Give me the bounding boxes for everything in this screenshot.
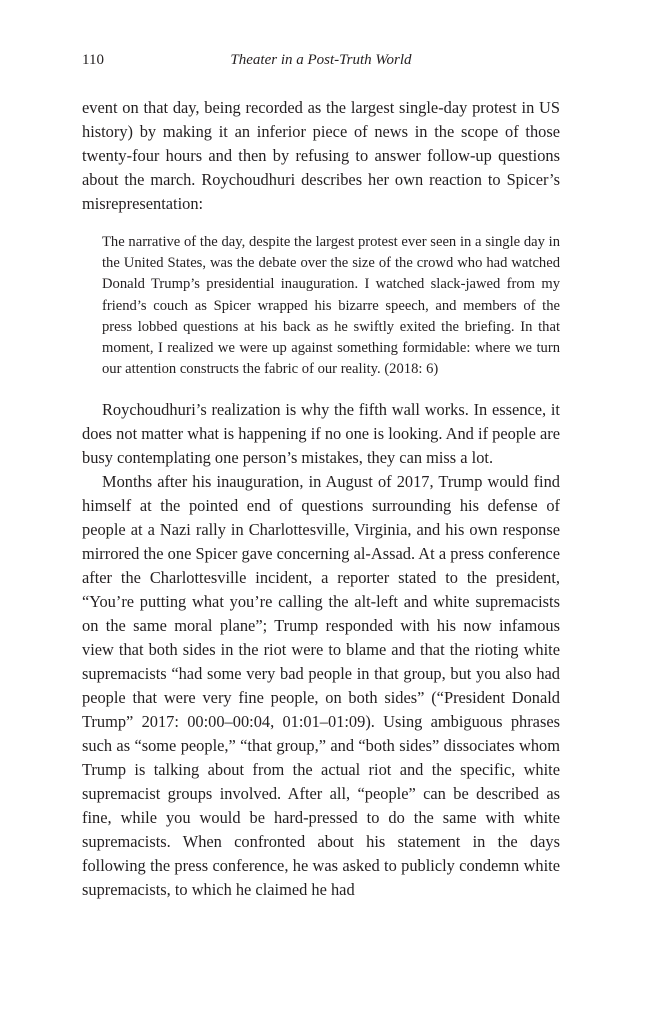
block-quote: The narrative of the day, despite the largest protest ever seen in a single day in the United States, was the debate over the size of the crowd who had watched Donald Trump’s presidential inauguration. I watched slack-jawed from my friend’s couch as Spicer wrapped his bizarre speech, and members of the press lobbed questions at his back as he swiftly exited the briefing. In that moment, I realized we were up against something formidable: where we turn our attention constructs the fabric of our reality. (2018: 6) (102, 234, 560, 378)
paragraph-roychoudhuri-realization: Roychoudhuri’s realization is why the fifth wall works. In essence, it does not matter what is happening if no one is looking. And if people are busy contemplating one person’s mistakes, they can miss a lot. (82, 400, 560, 468)
page-number: 110 (82, 52, 104, 68)
running-title: Theater in a Post-Truth World (230, 52, 412, 68)
paragraph-charlottesville: Months after his inauguration, in August of 2017, Trump would find himself at the pointed end of questions surrounding his defense of people at a Nazi rally in Charlottesville, Virginia, and his own response mirrored the one Spicer gave concerning al-Assad. At a press conference after the Charlottesville incident, a reporter stated to the president, “You’re putting what you’re calling the alt-left and white supremacists on the same moral plane”; Trump responded with his now infamous view that both sides in the riot were to blame and that the rioting white supremacists “had some very bad people in that group, but you also had people that were very fine people, on both sides” (“President Donald Trump” 2017: 00:00–00:04, 01:01–01:09). Using ambiguous phrases such as “some people,” “that group,” and “both sides” dissociates whom Trump is talking about from the actual riot and the specific, white supremacist groups involved. After all, “people” can be described as fine, while you would be hard-pressed to do the same with white supremacists. When confronted about his statement in the days following the press conference, he was asked to publicly condemn white supremacists, to which he claimed he had (82, 472, 560, 900)
running-head (82, 52, 560, 74)
body-text (82, 96, 560, 902)
paragraph-continuation: event on that day, being recorded as the largest single-day protest in US history) by making it an inferior piece of news in the scope of those twenty-four hours and then by refusing to answer follow-up questions about the march. Roychoudhuri describes her own reaction to Spicer’s misrepresentation: (82, 98, 560, 213)
